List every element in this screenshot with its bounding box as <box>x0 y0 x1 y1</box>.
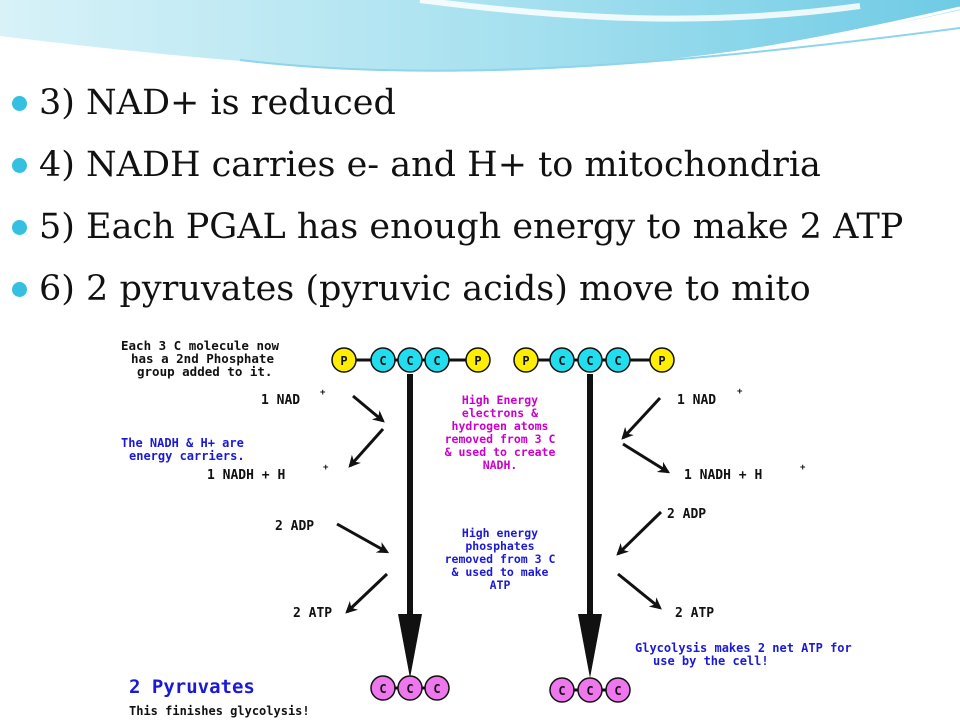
bullet-dot-icon <box>12 220 27 235</box>
note-phosphates-line: High energy <box>461 526 539 540</box>
carbon-label: C <box>379 354 387 368</box>
carbon-label: C <box>433 682 441 696</box>
bullet-item <box>12 202 952 264</box>
glycolysis-diagram <box>95 326 913 720</box>
bullet-text: 6) 2 pyruvates (pyruvic acids) move to mito <box>39 269 811 309</box>
bullet-dot-icon <box>12 96 27 111</box>
note-electrons-line: High Energy <box>461 393 539 407</box>
note-electrons-line: electrons & <box>461 406 539 420</box>
bullet-item <box>12 78 952 140</box>
note-electrons-line: removed from 3 C <box>444 432 556 446</box>
phosphate-label: P <box>522 354 530 368</box>
side-arrows-left <box>337 396 387 612</box>
main-arrow-left <box>398 374 422 678</box>
pyruvates-subtitle: This finishes glycolysis! <box>129 704 310 718</box>
bullet-text: 4) NADH carries e- and H+ to mitochondria <box>39 145 821 185</box>
superscript-plus: + <box>320 388 326 398</box>
superscript-plus: + <box>737 387 743 397</box>
phosphate-label: P <box>340 354 348 368</box>
bullet-item <box>12 140 952 202</box>
note-phosphates-line: phosphates <box>465 539 535 553</box>
note-top-line: has a 2nd Phosphate <box>131 351 274 366</box>
carbon-label: C <box>406 682 414 696</box>
carbon-label: C <box>586 684 594 698</box>
label-adp-right: 2 ADP <box>667 507 707 522</box>
label-nadh-left: 1 NADH + H <box>207 468 286 483</box>
label-nad-right: 1 NAD <box>677 393 717 408</box>
label-atp-left: 2 ATP <box>293 606 333 621</box>
label-atp-right: 2 ATP <box>675 606 715 621</box>
note-phosphates-line: & used to make <box>451 565 549 579</box>
phosphate-label: P <box>474 354 482 368</box>
carbon-label: C <box>614 684 622 698</box>
note-carriers-line: energy carriers. <box>129 449 245 463</box>
carbon-label: C <box>379 682 387 696</box>
bullet-list <box>12 78 952 326</box>
pyruvate-left <box>371 676 449 700</box>
bullet-text: 3) NAD+ is reduced <box>39 83 396 123</box>
carbon-label: C <box>433 354 441 368</box>
note-phosphates-line: removed from 3 C <box>444 552 556 566</box>
note-top-line: group added to it. <box>137 364 273 379</box>
note-net-line: Glycolysis makes 2 net ATP for <box>635 641 852 655</box>
pyruvates-title: 2 Pyruvates <box>129 676 255 698</box>
header-wave <box>0 0 960 90</box>
carbon-label: C <box>586 354 594 368</box>
label-adp-left: 2 ADP <box>275 519 315 534</box>
carbon-label: C <box>558 684 566 698</box>
note-electrons-line: NADH. <box>482 458 518 472</box>
note-phosphates-line: ATP <box>489 578 511 592</box>
carbon-label: C <box>558 354 566 368</box>
side-arrows-right <box>618 398 668 608</box>
main-arrow-right <box>578 374 602 678</box>
carbon-label: C <box>406 354 414 368</box>
pyruvate-right <box>550 678 630 702</box>
molecule-left <box>332 348 490 372</box>
note-top-line: Each 3 C molecule now <box>121 338 280 353</box>
bullet-text: 5) Each PGAL has enough energy to make 2 ATP <box>39 207 904 247</box>
note-electrons-line: hydrogen atoms <box>451 419 549 433</box>
note-carriers-line: The NADH & H+ are <box>121 436 244 450</box>
note-electrons-line: & used to create <box>444 445 556 459</box>
bullet-item <box>12 264 952 326</box>
phosphate-label: P <box>658 354 666 368</box>
carbon-label: C <box>614 354 622 368</box>
note-net-line: use by the cell! <box>653 654 769 668</box>
superscript-plus: + <box>323 463 329 473</box>
bullet-dot-icon <box>12 282 27 297</box>
superscript-plus: + <box>800 463 806 473</box>
label-nadh-right: 1 NADH + H <box>684 468 763 483</box>
molecule-right <box>514 348 674 372</box>
bullet-dot-icon <box>12 158 27 173</box>
label-nad-left: 1 NAD <box>261 393 301 408</box>
